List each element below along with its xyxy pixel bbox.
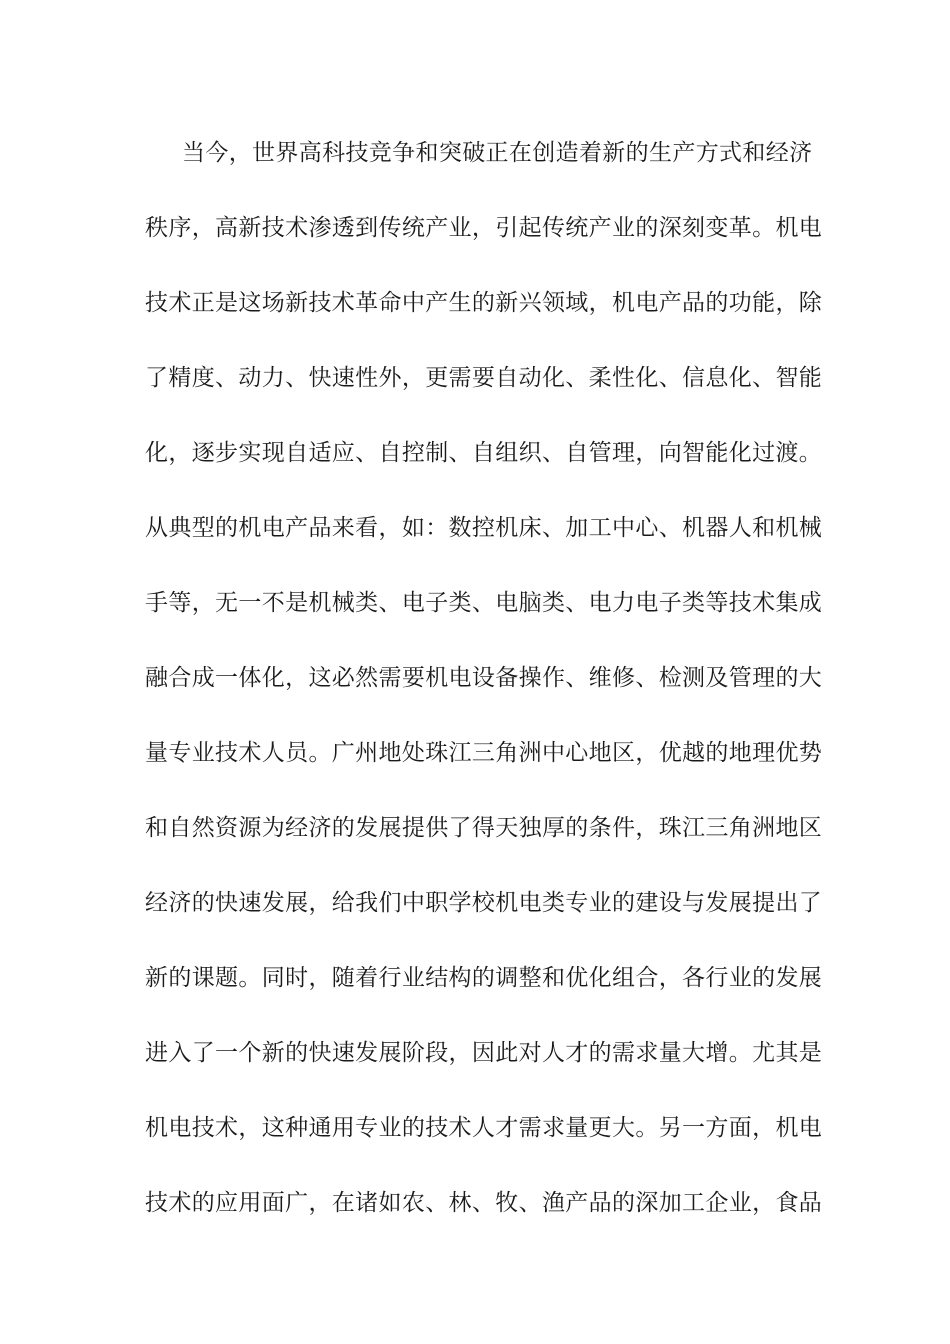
paragraph-line: 秩序，高新技术渗透到传统产业，引起传统产业的深刻变革。机电 (145, 215, 823, 241)
body-paragraph (145, 132, 823, 1257)
paragraph-line: 技术正是这场新技术革命中产生的新兴领域，机电产品的功能，除 (145, 290, 823, 316)
paragraph-line: 经济的快速发展，给我们中职学校机电类专业的建设与发展提出了 (145, 890, 823, 916)
paragraph-line: 技术的应用面广，在诸如农、林、牧、渔产品的深加工企业，食品 (145, 1190, 823, 1216)
paragraph-line: 了精度、动力、快速性外，更需要自动化、柔性化、信息化、智能 (145, 365, 823, 391)
paragraph-line: 机电技术，这种通用专业的技术人才需求量更大。另一方面，机电 (145, 1115, 823, 1141)
paragraph-line: 量专业技术人员。广州地处珠江三角洲中心地区，优越的地理优势 (145, 740, 823, 766)
paragraph-line: 从典型的机电产品来看，如：数控机床、加工中心、机器人和机械 (145, 515, 823, 541)
paragraph-line: 新的课题。同时，随着行业结构的调整和优化组合，各行业的发展 (145, 965, 823, 991)
paragraph-line: 化，逐步实现自适应、自控制、自组织、自管理，向智能化过渡。 (145, 440, 823, 466)
paragraph-line: 和自然资源为经济的发展提供了得天独厚的条件，珠江三角洲地区 (145, 815, 823, 841)
paragraph-line: 当今，世界高科技竞争和突破正在创造着新的生产方式和经济 (182, 140, 813, 166)
paragraph-line: 进入了一个新的快速发展阶段，因此对人才的需求量大增。尤其是 (145, 1040, 823, 1066)
paragraph-line: 手等，无一不是机械类、电子类、电脑类、电力电子类等技术集成 (145, 590, 823, 616)
paragraph-line: 融合成一体化，这必然需要机电设备操作、维修、检测及管理的大 (145, 665, 823, 691)
